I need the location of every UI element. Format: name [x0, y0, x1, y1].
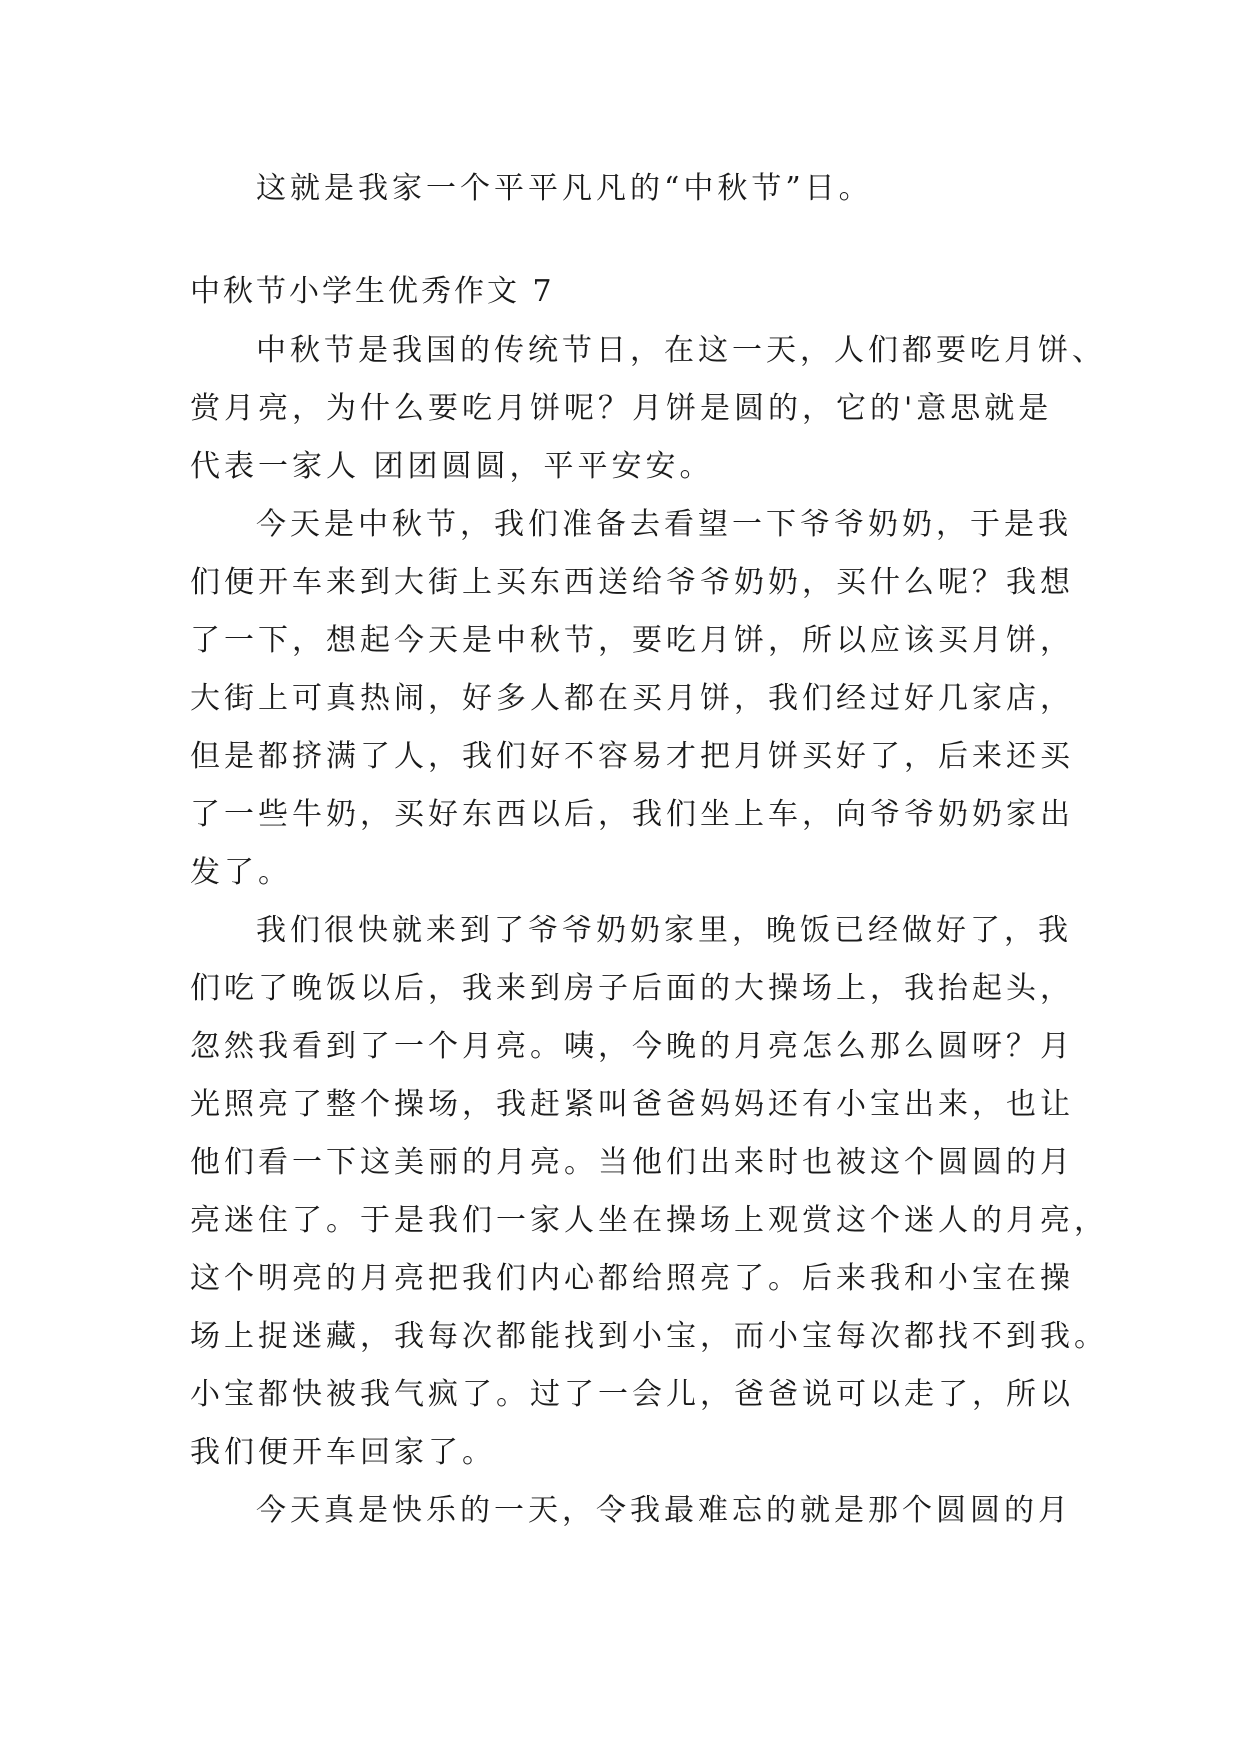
- text-line: 中秋节是我国的传统节日，在这一天，人们都要吃月饼、: [256, 333, 1106, 368]
- text-line: 代表一家人 团团圆圆，平平安安。: [190, 449, 714, 484]
- text-line: 赏月亮，为什么要吃月饼呢？月饼是圆的，它的'意思就是: [190, 391, 1053, 426]
- text-line: 们吃了晚饭以后，我来到房子后面的大操场上，我抬起头，: [190, 971, 1074, 1006]
- text-line: 我们便开车回家了。: [190, 1435, 496, 1470]
- text-line: 了一下，想起今天是中秋节，要吃月饼，所以应该买月饼，: [190, 623, 1074, 658]
- text-line: 他们看一下这美丽的月亮。当他们出来时也被这个圆圆的月: [190, 1145, 1074, 1180]
- text-line: 这个明亮的月亮把我们内心都给照亮了。后来我和小宝在操: [190, 1261, 1074, 1296]
- document-body: [190, 160, 1108, 1540]
- text-line: 发了。: [190, 855, 292, 890]
- text-line: 今天真是快乐的一天，令我最难忘的就是那个圆圆的月: [256, 1493, 1072, 1528]
- text-line: 亮迷住了。于是我们一家人坐在操场上观赏这个迷人的月亮，: [190, 1203, 1108, 1238]
- paragraph-2: [190, 496, 1074, 902]
- paragraph-1: [190, 322, 1106, 496]
- paragraph-3: [190, 902, 1108, 1482]
- text-line: 场上捉迷藏，我每次都能找到小宝，而小宝每次都找不到我。: [190, 1319, 1108, 1354]
- paragraph-4: [190, 1482, 1070, 1540]
- text-line: 们便开车来到大街上买东西送给爷爷奶奶，买什么呢？我想: [190, 565, 1074, 600]
- text-line: 大街上可真热闹，好多人都在买月饼，我们经过好几家店，: [190, 681, 1074, 716]
- text-line: 今天是中秋节，我们准备去看望一下爷爷奶奶，于是我: [256, 507, 1072, 542]
- section-gap: [190, 218, 1070, 263]
- text-line: 忽然我看到了一个月亮。咦，今晚的月亮怎么那么圆呀？月: [190, 1029, 1074, 1064]
- text-line: 我们很快就来到了爷爷奶奶家里，晚饭已经做好了，我: [256, 913, 1072, 948]
- text-line: 光照亮了整个操场，我赶紧叫爸爸妈妈还有小宝出来，也让: [190, 1087, 1074, 1122]
- intro-line: 这就是我家一个平平凡凡的“中秋节”日。: [256, 171, 873, 206]
- text-line: 但是都挤满了人，我们好不容易才把月饼买好了，后来还买: [190, 739, 1074, 774]
- text-line: 小宝都快被我气疯了。过了一会儿，爸爸说可以走了，所以: [190, 1377, 1074, 1412]
- essay-heading: 中秋节小学生优秀作文 7: [190, 274, 555, 309]
- text-line: 了一些牛奶，买好东西以后，我们坐上车，向爷爷奶奶家出: [190, 797, 1074, 832]
